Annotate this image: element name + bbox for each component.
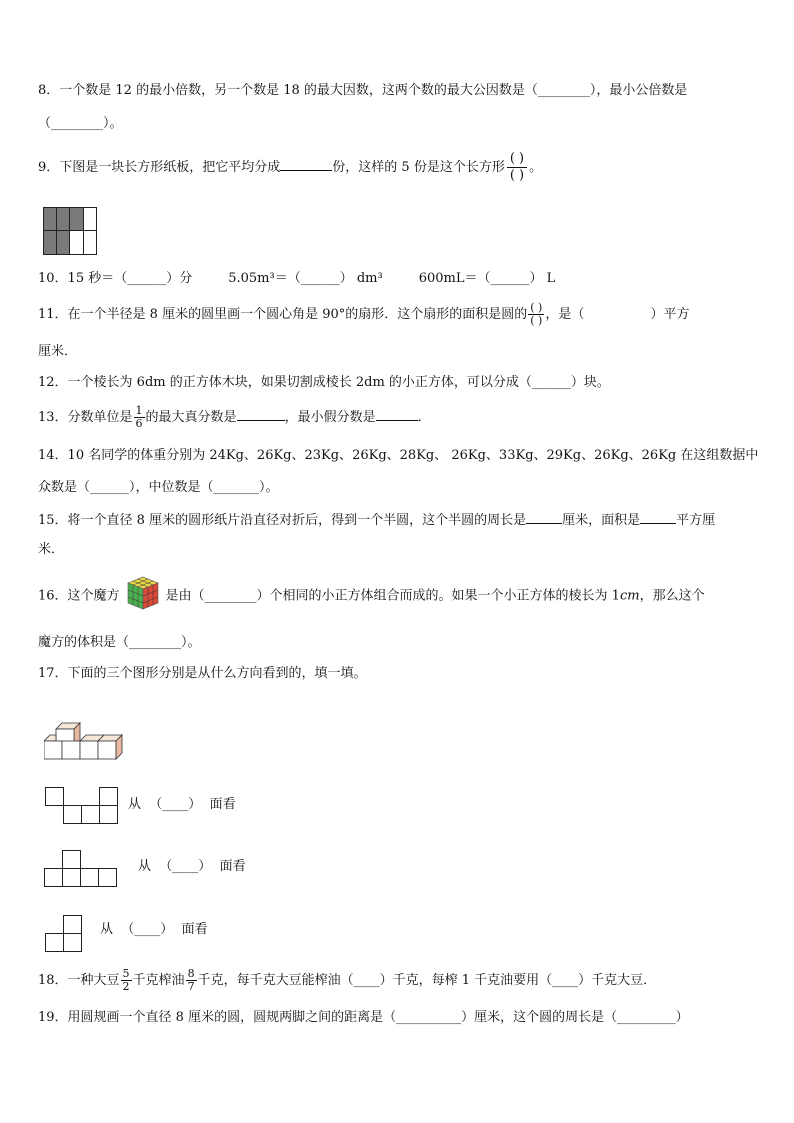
view-3-blank[interactable]: （____） xyxy=(121,922,174,937)
view-1-see: 面看 xyxy=(209,797,236,812)
question-15-line2: 米． xyxy=(38,542,65,557)
q18-fraction-2: $\frac{8}{7}$ xyxy=(187,967,195,993)
question-12: 12．一个棱长为 6dm 的正方体木块，如果切割成棱长 2dm 的小正方体，可以分成（______）块。 xyxy=(38,375,610,390)
q16-text-1: 16．这个魔方 xyxy=(38,588,120,604)
q10-a: 10．15 秒＝（______）分 xyxy=(38,271,193,286)
grid-cell xyxy=(83,230,97,255)
view-1-from: 从 xyxy=(128,797,142,812)
q13-text-1: 13．分数单位是 xyxy=(38,410,133,425)
view-2-blank[interactable]: （____） xyxy=(159,859,212,874)
q15-text-2: 厘米，面积是 xyxy=(562,513,641,528)
view-row-1 xyxy=(128,796,236,814)
grid-cell xyxy=(69,207,84,231)
q13-blank-2[interactable] xyxy=(376,407,418,421)
question-17: 17．下面的三个图形分别是从什么方向看到的，填一填。 xyxy=(38,666,367,681)
view-3-see: 面看 xyxy=(181,922,208,937)
q18-text-1: 18．一种大豆 xyxy=(38,973,120,988)
view-1-blank[interactable]: （____） xyxy=(149,797,202,812)
q18-text-3: 千克，每千克大豆能榨油（____）千克，每榨 1 千克油要用（____）千克大豆． xyxy=(197,973,657,988)
q10-c: 600mL＝（______） L xyxy=(418,271,556,286)
question-14-line2: 众数是（______），中位数是（_______）。 xyxy=(38,480,279,495)
question-19: 19．用圆规画一个直径 8 厘米的圆，圆规两脚之间的距离是（__________）厘米，这个圆的周长是（_________） xyxy=(38,1010,689,1025)
grid-cell xyxy=(43,207,57,231)
q18-text-2: 千克榨油 xyxy=(132,973,185,988)
question-14-line1: 14．10 名同学的体重分别为 24Kg、26Kg、23Kg、26Kg、28Kg、 26Kg、33Kg、29Kg、26Kg、26Kg 在这组数据中 xyxy=(38,448,759,463)
q16-text-3: ，那么这个 xyxy=(639,588,705,604)
question-18 xyxy=(38,963,656,999)
cube-stack-figure xyxy=(44,717,126,761)
q13-blank-1[interactable] xyxy=(237,407,285,421)
q10-b: 5.05m³＝（______） dm³ xyxy=(228,271,383,286)
grid-cell xyxy=(56,207,70,231)
grid-cell xyxy=(43,230,57,255)
q13-text-4: ． xyxy=(417,410,431,425)
view-row-3 xyxy=(100,921,208,939)
q15-text-3: 平方厘 xyxy=(676,513,716,528)
view-figure-2 xyxy=(44,850,124,890)
q15-text-1: 15．将一个直径 8 厘米的圆形纸片沿直径对折后，得到一个半圆，这个半圆的周长是 xyxy=(38,513,527,528)
question-8-line2: （________）。 xyxy=(38,116,123,131)
question-16-line1 xyxy=(38,587,705,606)
question-11-line1 xyxy=(38,297,689,333)
question-16-line2: 魔方的体积是（________）。 xyxy=(38,635,201,650)
q15-blank-1[interactable] xyxy=(526,510,562,524)
q18-fraction-1: $\frac{5}{2}$ xyxy=(122,967,130,993)
view-3-from: 从 xyxy=(100,922,114,937)
q9-fraction[interactable]: $\frac{( )}{( )}$ xyxy=(507,151,527,184)
grid-cell xyxy=(56,230,70,255)
question-8-line1: 8．一个数是 12 的最小倍数，另一个数是 18 的最大因数，这两个数的最大公因数是（________），最小公倍数是 xyxy=(38,83,688,98)
question-9 xyxy=(38,148,542,188)
q9-text-3: 。 xyxy=(529,160,543,175)
q16-text-2: 是由（________）个相同的小正方体组合而成的。如果一个小正方体的棱长为 1 xyxy=(165,588,620,604)
rectangle-grid-figure xyxy=(43,207,97,255)
view-row-2 xyxy=(138,858,246,876)
view-2-from: 从 xyxy=(138,859,152,874)
view-2-see: 面看 xyxy=(219,859,246,874)
q13-text-2: 的最大真分数是 xyxy=(145,410,237,425)
view-figure-3 xyxy=(45,915,85,955)
q11-text-1: 11．在一个半径是 8 厘米的圆里画一个圆心角是 90°的扇形．这个扇形的面积是圆的 xyxy=(38,307,528,322)
q11-fraction[interactable]: $\frac{( )}{( )}$ xyxy=(530,301,543,327)
q16-unit: cm xyxy=(619,588,640,604)
rubiks-cube-icon xyxy=(126,575,160,611)
question-13 xyxy=(38,400,431,436)
question-11-line2: 厘米． xyxy=(38,344,78,359)
q9-blank[interactable] xyxy=(280,157,332,171)
grid-cell xyxy=(69,230,84,255)
q9-text-1: 9．下图是一块长方形纸板，把它平均分成 xyxy=(38,160,281,175)
view-figure-1 xyxy=(45,787,125,827)
q11-text-2: ，是（ ）平方 xyxy=(545,307,690,322)
q9-text-2: 份，这样的 5 份是这个长方形 xyxy=(332,160,505,175)
question-15-line1 xyxy=(38,510,715,530)
question-10 xyxy=(38,270,555,288)
q13-fraction: $\frac{1}{6}$ xyxy=(135,404,143,430)
q13-text-3: ，最小假分数是 xyxy=(284,410,376,425)
q15-blank-2[interactable] xyxy=(640,510,676,524)
grid-cell xyxy=(83,207,97,231)
